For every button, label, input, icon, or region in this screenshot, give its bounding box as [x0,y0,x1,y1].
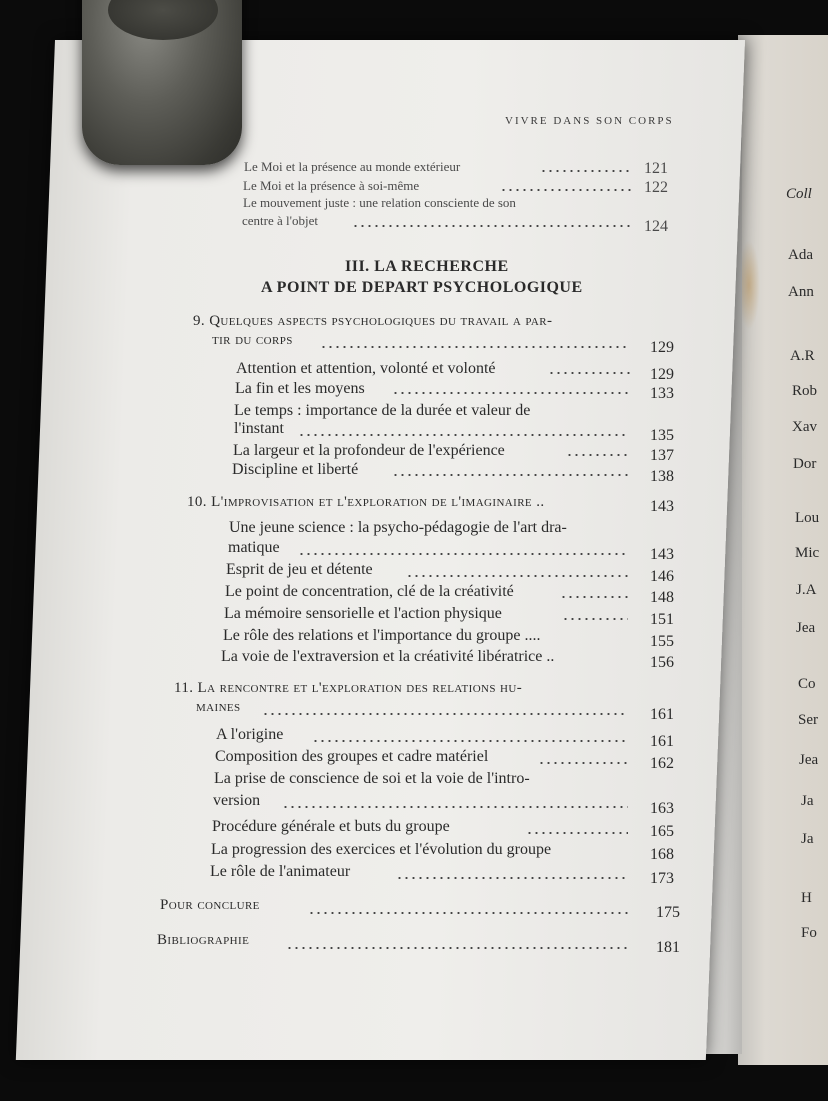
page-number: 124 [644,218,668,235]
leader-dots [562,618,628,620]
leader-dots [286,947,628,949]
toc-item: La mémoire sensorielle et l'action physique [224,605,502,622]
page-number: 135 [650,427,674,444]
leader-dots [308,912,628,914]
toc-item: Le temps : importance de la durée et valeur de [234,402,531,419]
toc-item: Une jeune science : la psycho-pédagogie de l'art dra- [229,519,567,536]
right-page-text: Lou [795,510,820,526]
chapter-heading-cont: tir du corps [212,332,293,348]
toc-item-cont: matique [228,539,280,556]
page-number: 155 [650,633,674,650]
toc-item: Esprit de jeu et détente [226,561,373,578]
toc-item: La progression des exercices et l'évolution du groupe [211,841,552,858]
leader-dots [548,372,630,374]
page-number: 161 [650,733,674,750]
right-page-text: Dor [793,456,817,472]
leader-dots [406,575,628,577]
leader-dots [500,189,632,191]
page-number: 162 [650,755,674,772]
leader-dots [392,474,628,476]
page-number: 133 [650,385,674,402]
right-page-text: Rob [792,383,818,399]
page-number: 148 [650,589,674,606]
chapter-heading: 11. La rencontre et l'exploration des relations hu- [174,680,523,696]
running-header: VIVRE DANS SON CORPS [505,115,674,127]
leader-dots [538,762,628,764]
right-page-text: Ser [798,712,818,728]
toc-item: La prise de conscience de soi et la voie de l'intro- [214,770,530,787]
toc-item: Composition des groupes et cadre matériel [215,748,489,765]
bibliography-heading: Bibliographie [157,932,250,948]
right-page-text: H [801,890,812,906]
page-number: 173 [650,870,674,887]
toc-item: La voie de l'extraversion et la créativité libératrice .. [221,648,555,665]
leader-dots [312,740,628,742]
page-number: 121 [644,160,668,177]
chapter-heading-cont: maines [196,699,241,715]
page-number: 181 [656,939,680,956]
toc-item-cont: version [213,792,261,809]
toc-item-cont: centre à l'objet [242,213,318,228]
chapter-heading: 9. Quelques aspects psychologiques du travail a par- [193,313,553,329]
page-number: 137 [650,447,674,464]
toc-item: Le Moi et la présence au monde extérieur [244,159,461,174]
toc-item: A l'origine [216,726,284,743]
right-page-text: Jea [796,620,816,636]
page-number: 168 [650,846,674,863]
right-page-text: Coll [786,186,812,202]
leader-dots [566,454,628,456]
page-number: 129 [650,339,674,356]
toc-item: Le rôle des relations et l'importance du groupe .... [223,627,541,644]
page-number: 163 [650,800,674,817]
right-page-text: A.R [790,348,815,364]
right-page-text: Co [798,676,816,692]
page-number: 143 [650,498,674,515]
leader-dots [298,553,628,555]
page-number: 138 [650,468,674,485]
conclusion-heading: Pour conclure [160,897,260,913]
toc-item: La fin et les moyens [235,380,365,397]
right-page-text: Mic [795,545,820,561]
right-page-text: Ja [801,831,814,847]
toc-item: Le rôle de l'animateur [210,863,351,880]
page-number: 161 [650,706,674,723]
leader-dots [560,596,628,598]
page-number: 129 [650,366,674,383]
page-number: 156 [650,654,674,671]
right-page-text: Ann [788,284,814,300]
chapter-heading: 10. L'improvisation et l'exploration de l'imaginaire .. [187,494,545,510]
toc-item-cont: l'instant [234,420,284,437]
right-page-text: Xav [792,419,817,435]
section-title: III. LA RECHERCHE [345,258,509,275]
right-page-text: Ja [801,793,814,809]
toc-item: Procédure générale et buts du groupe [212,818,450,835]
page-number: 175 [656,904,680,921]
right-page-text: Jea [799,752,819,768]
page-number: 151 [650,611,674,628]
leader-dots [392,392,628,394]
leader-dots [540,170,632,172]
toc-item: Le point de concentration, clé de la créativité [225,583,514,600]
section-subtitle: A POINT DE DEPART PSYCHOLOGIQUE [261,279,583,296]
right-page-text: Fo [801,925,817,941]
toc-item: Discipline et liberté [232,461,359,478]
toc-item: Le mouvement juste : une relation consciente de son [243,195,516,210]
leader-dots [282,806,628,808]
toc-item: Le Moi et la présence à soi-même [243,178,420,193]
toc-item: Attention et attention, volonté et volonté [236,360,496,377]
toc-item: La largeur et la profondeur de l'expérience [233,442,505,459]
leader-dots [298,434,628,436]
leader-dots [396,877,628,879]
page-number: 146 [650,568,674,585]
right-page-text: J.A [796,582,817,598]
page-number: 143 [650,546,674,563]
leader-dots [526,832,628,834]
page-number: 122 [644,179,668,196]
leader-dots [262,713,628,715]
right-page-text: Ada [788,247,813,263]
page-number: 165 [650,823,674,840]
leader-dots [320,346,630,348]
leader-dots [352,225,630,227]
